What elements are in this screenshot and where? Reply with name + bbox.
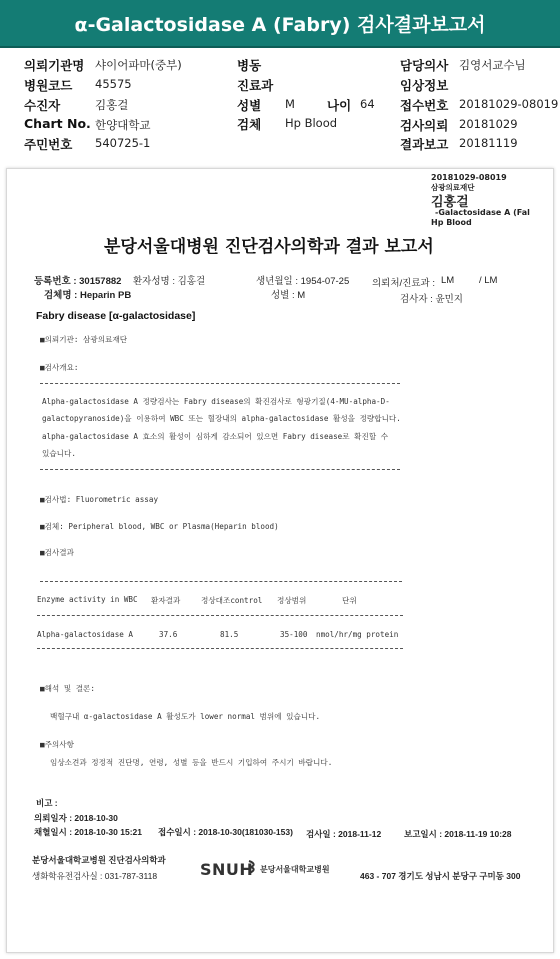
clinical-info-label: 임상정보 xyxy=(400,78,449,93)
ward-label: 병동 xyxy=(237,58,262,73)
specimen-value: Hp Blood xyxy=(285,116,338,130)
sex-label: 성별 xyxy=(237,98,262,113)
requesting-org: ■의뢰기관: 삼광의료재단 xyxy=(40,335,128,344)
table-header-cell: 환자결과 xyxy=(151,596,181,605)
department-label: 진료과 xyxy=(237,78,274,93)
sex-value: M xyxy=(285,97,295,111)
test-name: Fabry disease [α-galactosidase] xyxy=(36,310,196,322)
institution-value: 샤이어파마(중부) xyxy=(95,58,182,72)
interpretation-label: ■해석 및 결론: xyxy=(40,684,95,693)
specimen-label: 검체 xyxy=(237,117,262,132)
examiner: 검사자 : 윤민지 xyxy=(400,294,463,305)
receipt-no-label: 접수번호 xyxy=(400,98,449,113)
collection-date: 채혈일시 : 2018-10-30 15:21 xyxy=(34,827,142,837)
patient-info-panel xyxy=(0,52,560,162)
table-cell: 81.5 xyxy=(220,630,239,639)
logo-main: SNUH xyxy=(200,860,254,879)
snuh-logo xyxy=(200,858,340,882)
results-label: ■검사결과 xyxy=(40,548,74,557)
stamp-patient-name: 김홍걸 xyxy=(431,195,469,210)
table-cell: Alpha-galactosidase A xyxy=(37,630,134,639)
specimen-type: ■검체: Peripheral blood, WBC or Plasma(Heparin blood) xyxy=(40,522,279,531)
dept-label: 의뢰처/진료과 : xyxy=(372,278,435,289)
footer-phone: 생화학유전검사실 : 031-787-3118 xyxy=(32,871,158,881)
overview-line-1: Alpha-galactosidase A 정량검사는 Fabry disease의 확진검사로 형광기질(4-MU-alpha-D- xyxy=(42,397,390,406)
logo-sub: 분당서울대학교병원 xyxy=(260,865,330,874)
doctor-value: 김영서교수님 xyxy=(459,58,526,72)
request-date-value: 20181029 xyxy=(459,117,518,131)
notes-label: ■주의사항 xyxy=(40,740,74,749)
stamp-test-name: -Galactosidase A (Fal xyxy=(435,208,530,217)
stamp-org: 삼광의료재단 xyxy=(431,183,475,192)
notes-text: 임상소견과 정정적 진단명, 연령, 성별 등을 반드시 기입하여 주시기 바랍니다. xyxy=(50,758,333,767)
doctor-label: 담당의사 xyxy=(400,58,449,73)
sex: 성별 : M xyxy=(271,290,306,301)
resident-no-label: 주민번호 xyxy=(24,137,73,152)
request-date: 의뢰일자 : 2018-10-30 xyxy=(34,813,118,823)
receipt-date: 접수일시 : 2018-10-30(181030-153) xyxy=(158,827,293,837)
patient-name: 환자성명 : 김홍걸 xyxy=(133,276,206,287)
table-header-cell: 정상범위 xyxy=(277,596,307,605)
birth-date: 생년월일 : 1954-07-25 xyxy=(256,276,350,287)
table-header-cell: 정상대조control xyxy=(201,596,263,605)
test-date: 검사일 : 2018-11-12 xyxy=(306,829,382,839)
report-title: α-Galactosidase A (Fabry) 검사결과보고서 xyxy=(74,13,486,36)
stamp-receipt-no: 20181029-08019 xyxy=(431,173,507,182)
recipient-label: 수진자 xyxy=(24,98,61,113)
divider xyxy=(37,648,403,649)
age-value: 64 xyxy=(360,97,375,111)
report-label: 결과보고 xyxy=(400,137,449,152)
overview-line-4: 있습니다. xyxy=(42,449,76,458)
report-date: 보고일시 : 2018-11-19 10:28 xyxy=(404,829,512,839)
logo-mark-icon xyxy=(247,860,257,874)
stamp-specimen: Hp Blood xyxy=(431,218,472,227)
table-header-cell: 단위 xyxy=(342,596,357,605)
age-label: 나이 xyxy=(327,98,352,113)
lab-report-title: 분당서울대병원 진단검사의학과 결과 보고서 xyxy=(104,237,434,257)
chart-no-value: 한양대학교 xyxy=(95,118,151,132)
dept-value: LM xyxy=(441,275,455,286)
address: 463 - 707 경기도 성남시 분당구 구미동 300 xyxy=(360,871,521,881)
remarks-label: 비고 : xyxy=(36,798,58,808)
interpretation-text: 백혈구내 α-galactosidase A 활성도가 lower normal 범위에 있습니다. xyxy=(50,712,321,721)
table-cell: 35-100 xyxy=(280,630,308,639)
reg-no: 등록번호 : 30157882 xyxy=(34,276,122,287)
resident-no-value: 540725-1 xyxy=(95,136,151,150)
dept-sub-value: / LM xyxy=(479,275,498,286)
table-header-cell: Enzyme activity in WBC xyxy=(37,595,138,604)
receipt-no-value: 20181029-08019 xyxy=(459,97,559,111)
hospital-code-label: 병원코드 xyxy=(24,78,73,93)
footer-org: 분당서울대학교병원 진단검사의학과 xyxy=(32,855,166,865)
overview-label: ■검사개요: xyxy=(40,363,79,372)
scanned-lab-report xyxy=(6,168,554,953)
report-date-value: 20181119 xyxy=(459,136,518,150)
hospital-code-value: 45575 xyxy=(95,77,132,91)
table-cell: nmol/hr/mg protein xyxy=(316,630,399,639)
overview-line-2: galactopyranoside)을 이용하여 WBC 또는 혈장내의 alpha-galactosidase 활성을 정량합니다. xyxy=(42,414,401,423)
institution-label: 의뢰기관명 xyxy=(24,58,85,73)
chart-no-label: Chart No. xyxy=(24,116,91,131)
divider xyxy=(37,615,403,616)
report-title-bar xyxy=(0,0,560,48)
request-label: 검사의뢰 xyxy=(400,118,449,133)
test-method: ■검사법: Fluorometric assay xyxy=(40,495,159,504)
specimen-name: 검체명 : Heparin PB xyxy=(44,290,132,301)
table-cell: 37.6 xyxy=(159,630,178,639)
overview-line-3: alpha-galactosidase A 효소의 활성이 심하게 감소되어 있으면 Fabry disease로 확진할 수 xyxy=(42,432,389,441)
recipient-value: 김홍걸 xyxy=(95,98,129,112)
